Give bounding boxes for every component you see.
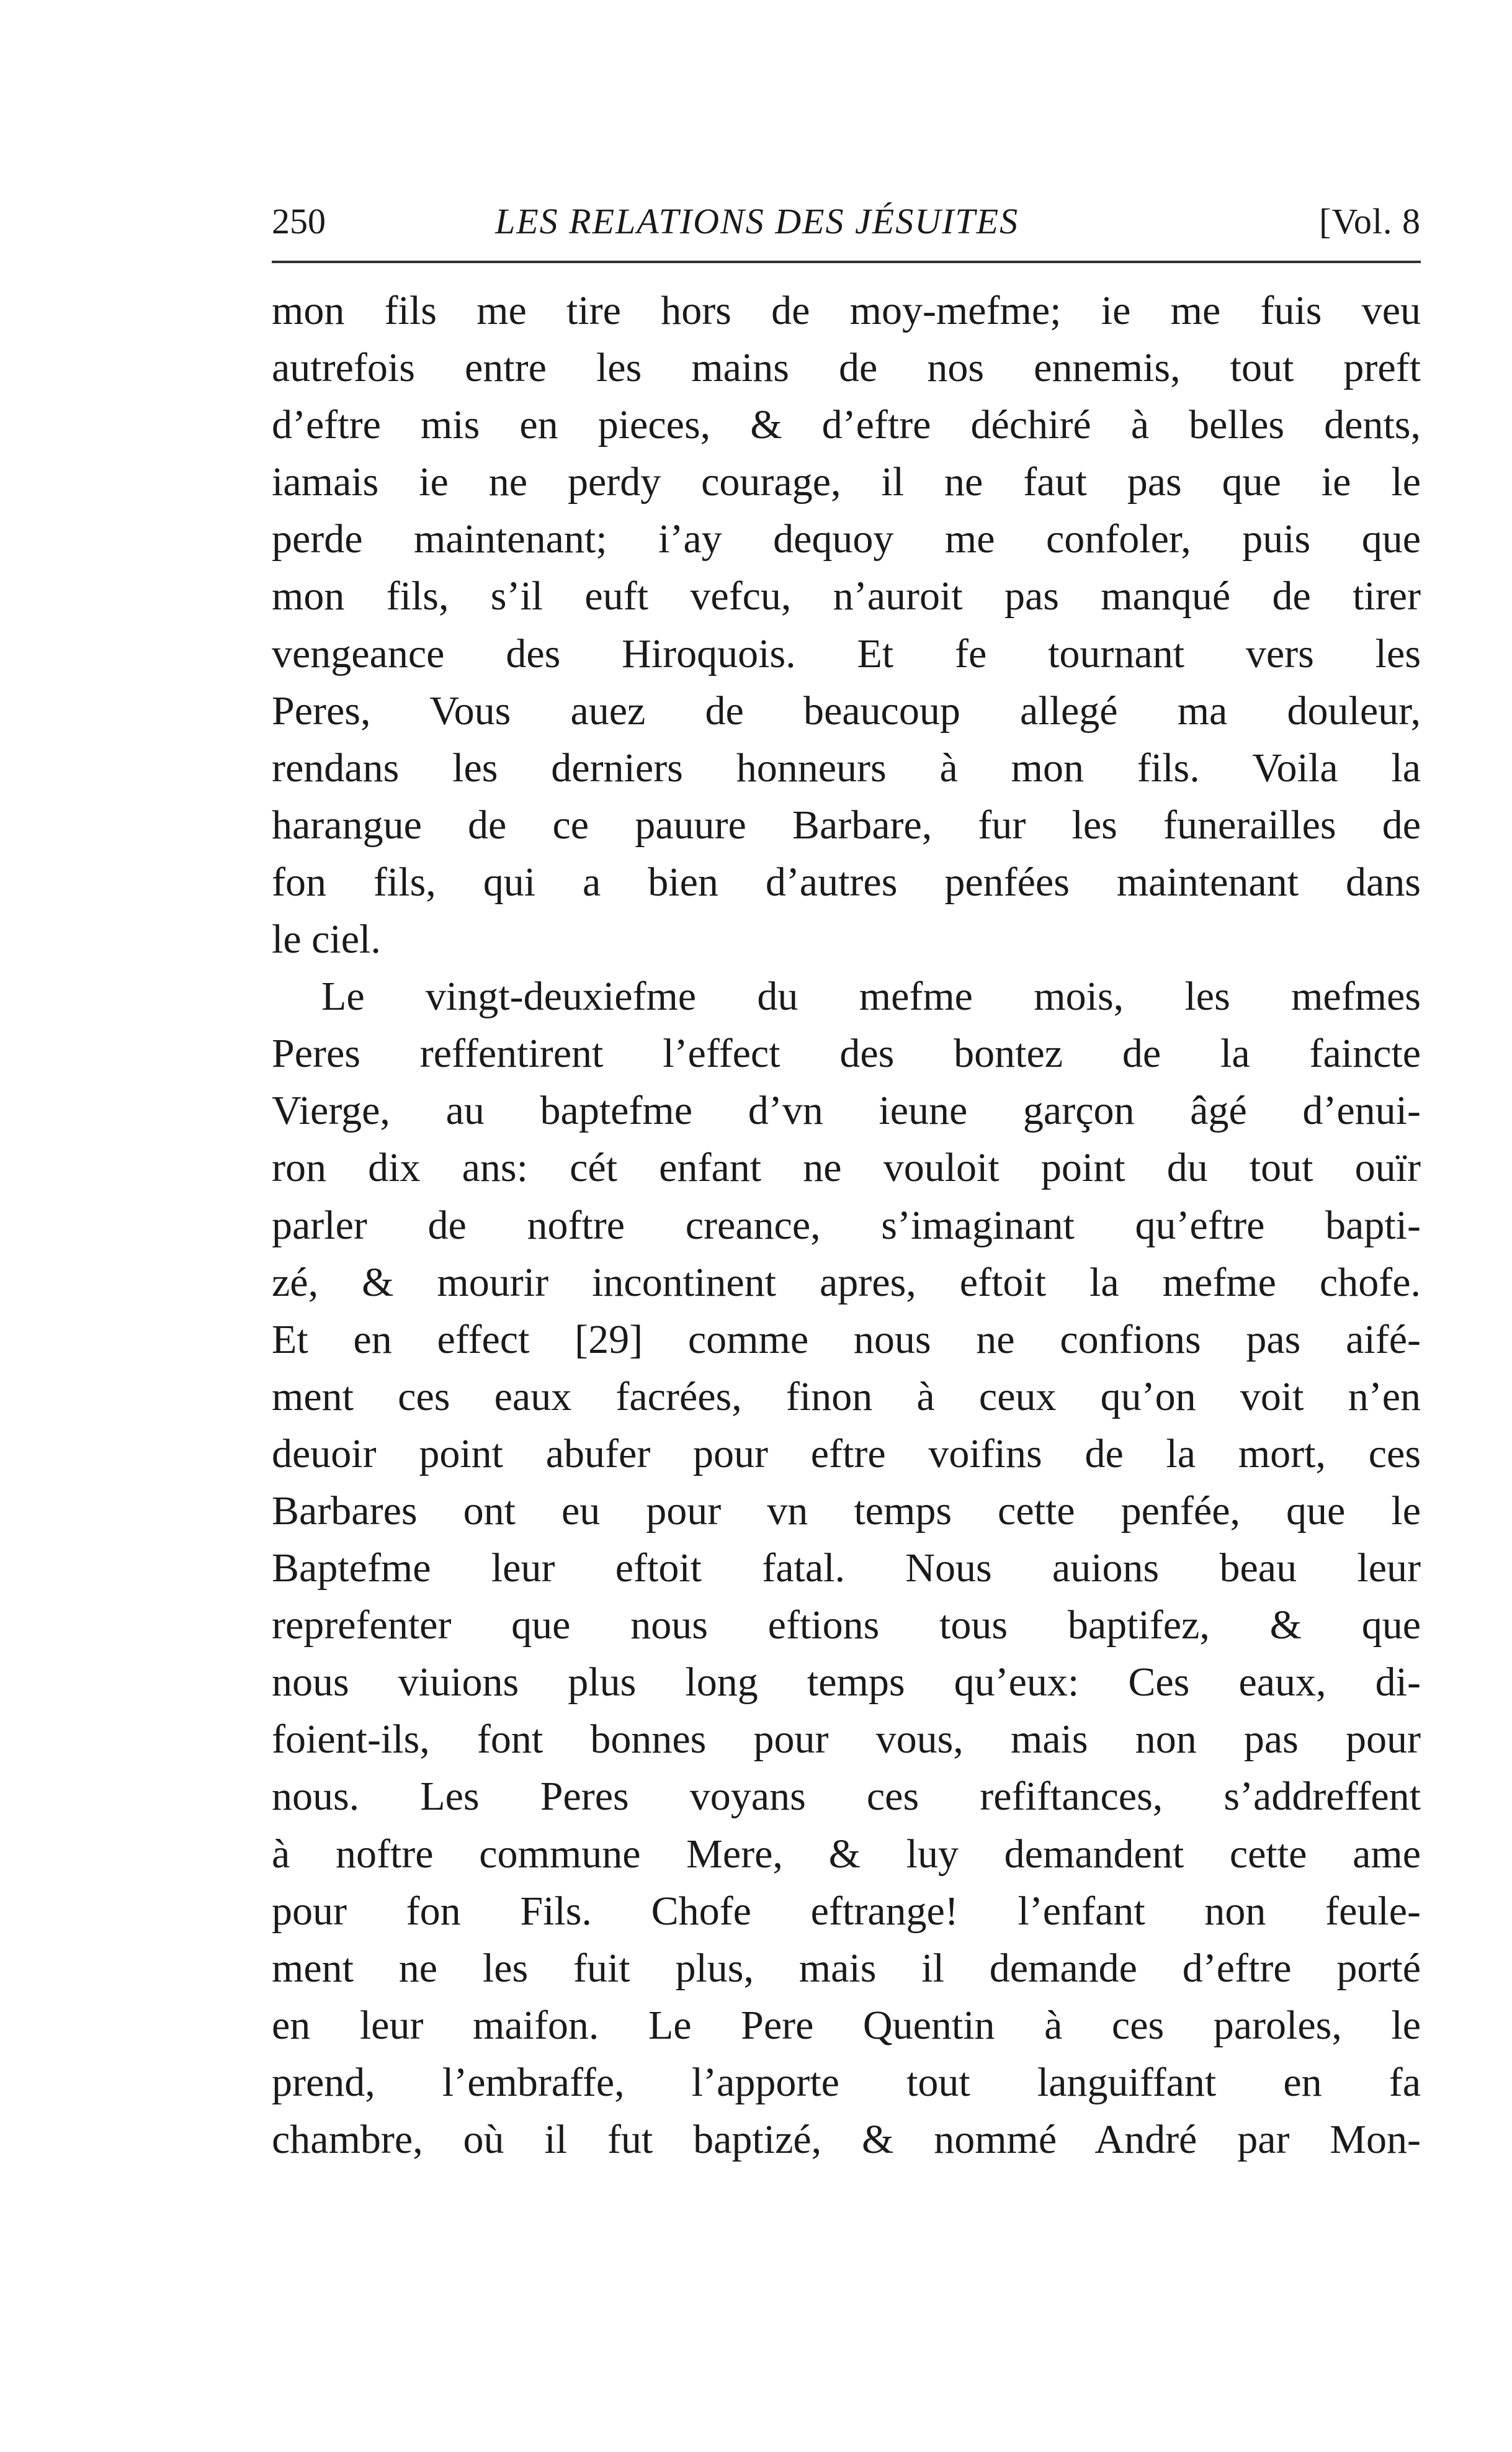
text-line: mon fils me tire hors de moy-mefme; ie me fuis veu (272, 288, 1421, 333)
text-line: Baptefme leur eftoit fatal. Nous auions beau leur (272, 1545, 1421, 1591)
text-line: Barbares ont eu pour vn temps cette penfée, que le (272, 1488, 1421, 1534)
text-line: iamais ie ne perdy courage, il ne faut pas que ie le (272, 459, 1421, 505)
text-line: prend, l’embraffe, l’apporte tout languiffant en fa (272, 2059, 1421, 2105)
text-line: chambre, où il fut baptizé, & nommé André par Mon- (272, 2117, 1421, 2162)
text-line: Peres reffentirent l’effect des bontez de la faincte (272, 1031, 1421, 1077)
text-line: à noftre commune Mere, & luy demandent cette ame (272, 1831, 1421, 1877)
text-line: fon fils, qui a bien d’autres penfées maintenant dans (272, 859, 1421, 905)
running-head (272, 194, 1421, 249)
text-line: parler de noftre creance, s’imaginant qu’eftre bapti- (272, 1202, 1421, 1248)
text-line: harangue de ce pauure Barbare, fur les funerailles de (272, 802, 1421, 848)
text-line: zé, & mourir incontinent apres, eftoit la mefme chofe. (272, 1259, 1421, 1305)
text-line: Et en effect [29] comme nous ne confions pas aifé- (272, 1316, 1421, 1362)
text-line: reprefenter que nous eftions tous baptifez, & que (272, 1602, 1421, 1648)
text-line: autrefois entre les mains de nos ennemis, tout preft (272, 345, 1421, 391)
text-line: rendans les derniers honneurs à mon fils. Voila la (272, 745, 1421, 791)
text-line: nous. Les Peres voyans ces refiftances, s’addreffent (272, 1774, 1421, 1820)
text-line: pour fon Fils. Chofe eftrange! l’enfant non feule- (272, 1888, 1421, 1934)
text-line: en leur maifon. Le Pere Quentin à ces paroles, le (272, 2002, 1421, 2048)
text-line: deuoir point abufer pour eftre voifins de la mort, ces (272, 1430, 1421, 1476)
volume-label: [Vol. 8 (1319, 201, 1421, 241)
text-line: vengeance des Hiroquois. Et fe tournant vers les (272, 631, 1421, 676)
text-line: perde maintenant; i’ay dequoy me confoler, puis que (272, 516, 1421, 562)
text-line-paragraph-start: Le vingt-deuxiefme du mefme mois, les mefmes (321, 974, 1421, 1020)
text-line: nous viuions plus long temps qu’eux: Ces eaux, di- (272, 1659, 1421, 1705)
running-title: LES RELATIONS DES JÉSUITES (495, 201, 1019, 241)
text-line: ment ne les fuit plus, mais il demande d’eftre porté (272, 1945, 1421, 1991)
page-number: 250 (272, 201, 326, 241)
text-line: mon fils, s’il euft vefcu, n’auroit pas manqué de tirer (272, 573, 1421, 619)
text-line: ment ces eaux facrées, finon à ceux qu’on voit n’en (272, 1373, 1421, 1419)
text-line: foient-ils, font bonnes pour vous, mais non pas pour (272, 1717, 1421, 1763)
text-line: Vierge, au baptefme d’vn ieune garçon âgé d’enui- (272, 1088, 1421, 1134)
text-line: Peres, Vous auez de beaucoup allegé ma douleur, (272, 688, 1421, 734)
text-line: d’eftre mis en pieces, & d’eftre déchiré à belles dents, (272, 402, 1421, 448)
body-text (272, 282, 1421, 2168)
text-line-paragraph-end: le ciel. (272, 917, 381, 963)
text-line: ron dix ans: cét enfant ne vouloit point du tout ouïr (272, 1145, 1421, 1191)
header-rule (272, 261, 1421, 263)
